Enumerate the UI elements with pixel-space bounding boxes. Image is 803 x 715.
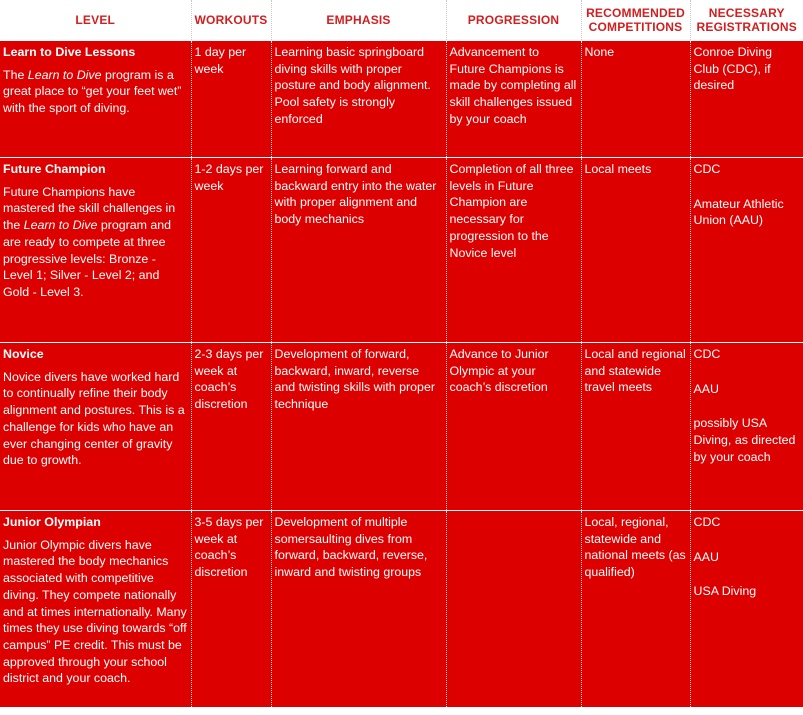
progression-cell: Advancement to Future Champions is made by completing all skill challenges issued by your coach (446, 41, 581, 158)
registration-item: CDC (693, 347, 721, 361)
competitions-cell: Local and regional and statewide travel meets (581, 343, 690, 511)
emphasis-cell: Learning basic springboard diving skills with proper posture and body alignment. Pool safety is strongly enforced (271, 41, 446, 158)
registration-item: CDC (693, 515, 721, 529)
registrations-cell (690, 158, 803, 343)
registration-item: possibly USA Diving, as directed by your coach (693, 416, 796, 464)
emphasis-cell: Development of multiple somersaulting dives from forward, backward, reverse, inward and twisting groups (271, 511, 446, 708)
header-row (0, 0, 803, 41)
competitions-cell: Local meets (581, 158, 690, 343)
registration-item: USA Diving (693, 584, 757, 599)
registration-item: CDC (693, 162, 721, 176)
level-cell (0, 511, 191, 708)
level-description: Future Champions have mastered the skill challenges in the Learn to Dive program and are ready to compete at three progressive levels: Bronze - Level 1; Silver - Level 2; and Gold - Level 3. (3, 184, 176, 299)
registration-item: Amateur Athletic Union (AAU) (693, 196, 784, 228)
registration-item: AAU (693, 549, 719, 564)
level-cell (0, 41, 191, 158)
header-emphasis: EMPHASIS (271, 0, 446, 41)
registrations-cell (690, 41, 803, 158)
header-necessary-registrations: NECESSARY REGISTRATIONS (690, 0, 803, 41)
workouts-cell: 3-5 days per week at coach’s discretion (191, 511, 271, 708)
header-workouts: WORKOUTS (191, 0, 271, 41)
level-title: Junior Olympian (3, 515, 101, 529)
emphasis-cell: Development of forward, backward, inward, reverse and twisting skills with proper technique (271, 343, 446, 511)
level-description: Novice divers have worked hard to continually refine their body alignment and postures. This is a challenge for kids who have an ever changing center of gravity due to growth. (3, 369, 185, 468)
level-cell (0, 158, 191, 343)
registration-item: Conroe Diving Club (CDC), if desired (693, 45, 773, 93)
progression-cell (446, 511, 581, 708)
table-row (0, 343, 803, 511)
table-row (0, 158, 803, 343)
header-recommended-competitions: RECOMMENDED COMPETITIONS (581, 0, 690, 41)
registrations-cell (690, 343, 803, 511)
emphasis-cell: Learning forward and backward entry into the water with proper alignment and body mechanics (271, 158, 446, 343)
header-level: LEVEL (0, 0, 191, 41)
table-row (0, 511, 803, 708)
competitions-cell: None (581, 41, 690, 158)
header-progression: PROGRESSION (446, 0, 581, 41)
competitions-cell: Local, regional, statewide and national meets (as qualified) (581, 511, 690, 708)
level-title: Future Champion (3, 162, 106, 176)
level-title: Learn to Dive Lessons (3, 45, 136, 59)
registrations-cell (690, 511, 803, 708)
progression-cell: Completion of all three levels in Future Champion are necessary for progression to the Novice level (446, 158, 581, 343)
workouts-cell: 1-2 days per week (191, 158, 271, 343)
level-cell (0, 343, 191, 511)
table-row (0, 41, 803, 158)
registration-item: AAU (693, 381, 719, 396)
progression-cell: Advance to Junior Olympic at your coach’s discretion (446, 343, 581, 511)
level-title: Novice (3, 347, 44, 361)
level-description: Junior Olympic divers have mastered the body mechanics associated with competitive diving. They compete nationally and at times internationally. Many times they use diving towards “off campus” PE credit. This must be approved through your school district and your coach. (3, 537, 187, 686)
workouts-cell: 1 day per week (191, 41, 271, 158)
level-description: The Learn to Dive program is a great place to “get your feet wet” with the sport of diving. (3, 67, 182, 116)
workouts-cell: 2-3 days per week at coach’s discretion (191, 343, 271, 511)
